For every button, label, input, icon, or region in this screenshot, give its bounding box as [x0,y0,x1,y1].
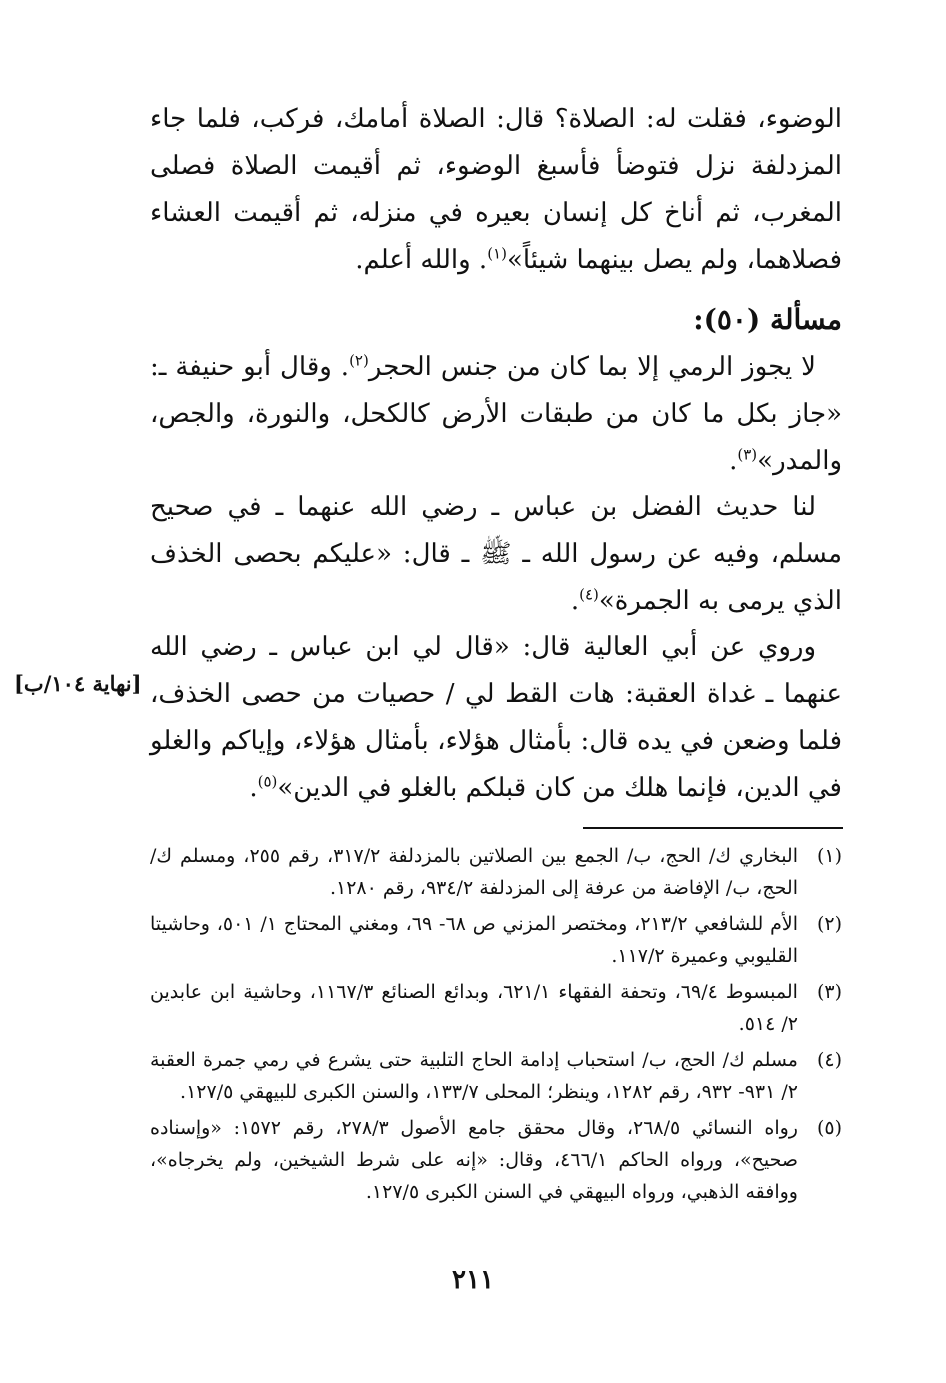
footnote-ref-4: (٤) [579,585,599,604]
section-heading: مسألة (٥٠): [693,303,842,336]
footnote-text: مسلم ك/ الحج، ب/ استحباب إدامة الحاج التلبية حتى يشرع في رمي جمرة العقبة ٢/ ٩٣١- ٩٣٢، رقم ١٢٨٢، وينظر؛ المحلى ١٣٣/٧، والسنن الكبرى للبيهقي ١٢٧/٥. [150,1049,798,1103]
paragraph-4-tail: . [249,773,258,803]
manuscript-folio-note: [نهاية ١٠٤/ب] [14,671,142,696]
footnote-5 [150,1112,842,1208]
footnote-3 [150,976,842,1040]
footnote-1 [150,840,842,904]
paragraph-1-tail: . والله أعلم. [355,245,488,275]
footnotes [150,840,842,1212]
footnote-text: رواه النسائي ٢٦٨/٥، وقال محقق جامع الأصول ٢٧٨/٣، رقم ١٥٧٢: «وإسناده صحيح»، ورواه الحاكم ٤٦٦/١، وقال: «إنه على شرط الشيخين، ولم يخرجاه»، ووافقه الذهبي، ورواه البيهقي في السنن الكبرى ١٢٧/٥. [150,1117,798,1203]
paragraph-4 [150,624,842,812]
paragraph-3-tail: . [570,586,580,616]
page-number: ٢١١ [452,1265,494,1295]
paragraph-2 [150,344,842,485]
paragraph-2-tail: . [729,446,738,476]
footnote-number: (٤) [816,1049,842,1071]
paragraph-2-mid: . وقال أبو حنيفة ـ: «جاز بكل ما كان من طبقات الأرض كالكحل، والنورة، والجص، والمدر» [150,352,842,476]
footnote-number: (١) [816,845,842,867]
footnote-number: (٢) [816,913,842,935]
footnote-ref-5: (٥) [257,772,278,791]
footnote-ref-1: (١) [487,244,507,263]
footnote-text: البخاري ك/ الحج، ب/ الجمع بين الصلاتين بالمزدلفة ٣١٧/٢، رقم ٢٥٥، ومسلم ك/ الحج، ب/ الإفاضة من عرفة إلى المزدلفة ٩٣٤/٢، رقم ١٢٨٠. [150,845,798,899]
footnote-number: (٣) [816,981,842,1003]
paragraph-3 [150,484,842,625]
footnote-ref-2: (٢) [349,351,369,370]
footnote-text: الأم للشافعي ٢١٣/٢، ومختصر المزني ص ٦٨- ٦٩، ومغني المحتاج ١/ ٥٠١، وحاشيتا القليوبي وعميرة ١١٧/٢. [150,913,798,967]
paragraph-3-text: لنا حديث الفضل بن عباس ـ رضي الله عنهما ـ في صحيح مسلم، وفيه عن رسول الله ـ ﷺ ـ قال: «عليكم بحصى الخذف الذي يرمى به الجمرة» [150,492,842,616]
paragraph-1-text: الوضوء، فقلت له: الصلاة؟ قال: الصلاة أمامك، فركب، فلما جاء المزدلفة نزل فتوضأ فأسبغ الوضوء، ثم أقيمت الصلاة فصلى المغرب، ثم أناخ كل إنسان بعيره في منزله، ثم أقيمت العشاء فصلاهما، ولم يصل بينهما شيئاً» [150,104,842,275]
paragraph-2-text: لا يجوز الرمي إلا بما كان من جنس الحجر [368,352,816,382]
paragraph-4-text: وروي عن أبي العالية قال: «قال لي ابن عباس ـ رضي الله عنهما ـ غداة العقبة: هات القط لي / حصيات من حصى الخذف، فلما وضعن في يده قال: بأمثال هؤلاء، بأمثال هؤلاء، وإياكم والغلو في الدين، فإنما هلك من كان قبلكم بالغلو في الدين» [150,632,842,803]
footnote-2 [150,908,842,972]
footnote-text: المبسوط ٦٩/٤، وتحفة الفقهاء ٦٢١/١، وبدائع الصنائع ١١٦٧/٣، وحاشية ابن عابدين ٢/ ٥١٤. [150,981,798,1035]
paragraph-1 [150,96,842,284]
footnote-number: (٥) [816,1117,842,1139]
footnote-separator [583,827,843,829]
footnote-ref-3: (٣) [737,445,758,464]
footnote-4 [150,1044,842,1108]
